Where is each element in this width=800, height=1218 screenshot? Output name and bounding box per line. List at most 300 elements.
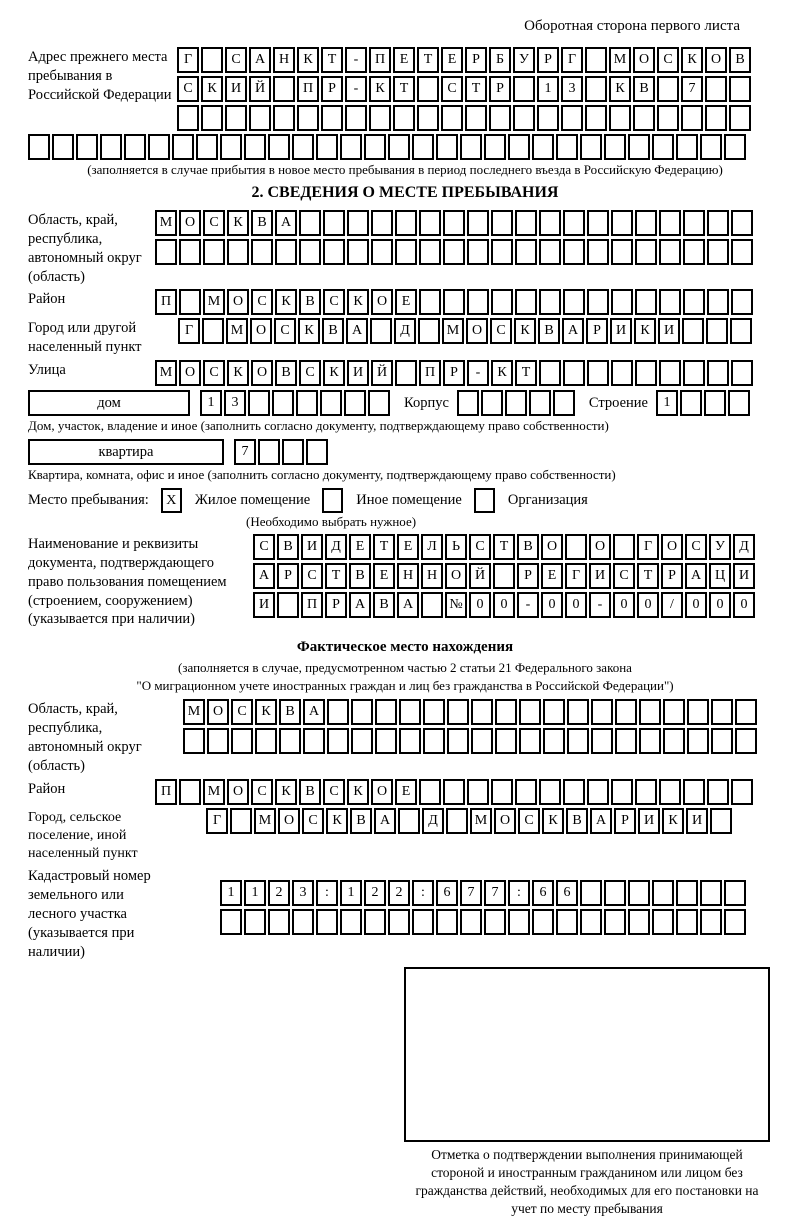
char-cell[interactable]: Е	[441, 47, 463, 73]
char-cell[interactable]: О	[466, 318, 488, 344]
char-cell[interactable]: М	[254, 808, 276, 834]
char-cell[interactable]	[201, 105, 223, 131]
char-cell[interactable]: 7	[234, 439, 256, 465]
char-cell[interactable]	[505, 390, 527, 416]
char-cell[interactable]: 6	[532, 880, 554, 906]
char-cell[interactable]	[148, 134, 170, 160]
char-cell[interactable]	[633, 105, 655, 131]
char-cell[interactable]	[567, 699, 589, 725]
char-cell[interactable]	[659, 360, 681, 386]
char-cell[interactable]: Т	[325, 563, 347, 589]
char-cell[interactable]: К	[275, 289, 297, 315]
char-cell[interactable]	[731, 210, 753, 236]
char-cell[interactable]	[731, 360, 753, 386]
char-cell[interactable]	[292, 134, 314, 160]
char-cell[interactable]: -	[345, 47, 367, 73]
char-cell[interactable]	[659, 239, 681, 265]
char-cell[interactable]	[493, 563, 515, 589]
char-cell[interactable]: О	[494, 808, 516, 834]
char-cell[interactable]	[220, 909, 242, 935]
char-cell[interactable]: Е	[395, 779, 417, 805]
char-cell[interactable]	[183, 728, 205, 754]
char-cell[interactable]	[683, 779, 705, 805]
char-cell[interactable]: :	[316, 880, 338, 906]
char-cell[interactable]: П	[155, 779, 177, 805]
char-cell[interactable]	[255, 728, 277, 754]
char-cell[interactable]: 3	[292, 880, 314, 906]
char-cell[interactable]: С	[177, 76, 199, 102]
char-cell[interactable]: В	[729, 47, 751, 73]
char-cell[interactable]: 3	[224, 390, 246, 416]
char-cell[interactable]	[299, 210, 321, 236]
char-cell[interactable]: Р	[517, 563, 539, 589]
char-cell[interactable]	[272, 390, 294, 416]
char-cell[interactable]: А	[349, 592, 371, 618]
char-cell[interactable]	[398, 808, 420, 834]
char-cell[interactable]	[495, 699, 517, 725]
char-cell[interactable]: 2	[388, 880, 410, 906]
char-cell[interactable]	[731, 779, 753, 805]
char-cell[interactable]: С	[657, 47, 679, 73]
char-cell[interactable]	[441, 105, 463, 131]
char-cell[interactable]: М	[183, 699, 205, 725]
char-cell[interactable]: М	[155, 360, 177, 386]
char-cell[interactable]	[515, 779, 537, 805]
char-cell[interactable]	[635, 239, 657, 265]
char-cell[interactable]	[707, 239, 729, 265]
char-cell[interactable]: Р	[443, 360, 465, 386]
char-cell[interactable]: С	[299, 360, 321, 386]
char-cell[interactable]	[587, 360, 609, 386]
char-cell[interactable]: 1	[220, 880, 242, 906]
char-cell[interactable]: К	[681, 47, 703, 73]
char-cell[interactable]: 0	[685, 592, 707, 618]
char-cell[interactable]	[471, 699, 493, 725]
char-cell[interactable]	[484, 134, 506, 160]
char-cell[interactable]: К	[201, 76, 223, 102]
char-cell[interactable]: -	[345, 76, 367, 102]
char-cell[interactable]: К	[491, 360, 513, 386]
char-cell[interactable]: К	[297, 47, 319, 73]
char-cell[interactable]	[419, 239, 441, 265]
char-cell[interactable]	[347, 239, 369, 265]
char-cell[interactable]	[580, 134, 602, 160]
char-cell[interactable]	[513, 105, 535, 131]
char-cell[interactable]	[731, 289, 753, 315]
char-cell[interactable]: Р	[321, 76, 343, 102]
char-cell[interactable]: О	[445, 563, 467, 589]
char-cell[interactable]: :	[412, 880, 434, 906]
char-cell[interactable]: 0	[565, 592, 587, 618]
char-cell[interactable]: Г	[561, 47, 583, 73]
char-cell[interactable]	[729, 105, 751, 131]
char-cell[interactable]: С	[203, 360, 225, 386]
char-cell[interactable]	[635, 210, 657, 236]
char-cell[interactable]	[700, 909, 722, 935]
char-cell[interactable]	[467, 779, 489, 805]
char-cell[interactable]	[705, 105, 727, 131]
char-cell[interactable]	[491, 779, 513, 805]
char-cell[interactable]: 0	[613, 592, 635, 618]
char-cell[interactable]	[683, 360, 705, 386]
char-cell[interactable]: Р	[325, 592, 347, 618]
char-cell[interactable]	[561, 105, 583, 131]
char-cell[interactable]: А	[253, 563, 275, 589]
char-cell[interactable]	[179, 779, 201, 805]
char-cell[interactable]	[249, 105, 271, 131]
char-cell[interactable]: /	[661, 592, 683, 618]
char-cell[interactable]	[268, 909, 290, 935]
char-cell[interactable]: А	[590, 808, 612, 834]
char-cell[interactable]: Д	[733, 534, 755, 560]
char-cell[interactable]	[711, 699, 733, 725]
char-cell[interactable]	[76, 134, 98, 160]
char-cell[interactable]: Т	[515, 360, 537, 386]
char-cell[interactable]: И	[253, 592, 275, 618]
char-cell[interactable]: А	[397, 592, 419, 618]
char-cell[interactable]	[323, 239, 345, 265]
char-cell[interactable]: О	[661, 534, 683, 560]
char-cell[interactable]: Р	[537, 47, 559, 73]
char-cell[interactable]: И	[225, 76, 247, 102]
char-cell[interactable]	[529, 390, 551, 416]
stay-option-residential-checkbox[interactable]: X	[161, 488, 182, 513]
char-cell[interactable]: А	[374, 808, 396, 834]
char-cell[interactable]	[460, 134, 482, 160]
char-cell[interactable]: 7	[484, 880, 506, 906]
char-cell[interactable]: И	[610, 318, 632, 344]
char-cell[interactable]: С	[301, 563, 323, 589]
char-cell[interactable]	[460, 909, 482, 935]
char-cell[interactable]	[587, 779, 609, 805]
char-cell[interactable]	[447, 728, 469, 754]
char-cell[interactable]	[707, 360, 729, 386]
char-cell[interactable]: К	[227, 210, 249, 236]
char-cell[interactable]	[563, 210, 585, 236]
char-cell[interactable]	[179, 239, 201, 265]
char-cell[interactable]: О	[251, 360, 273, 386]
char-cell[interactable]	[565, 534, 587, 560]
char-cell[interactable]	[687, 728, 709, 754]
char-cell[interactable]: С	[231, 699, 253, 725]
char-cell[interactable]: А	[249, 47, 271, 73]
char-cell[interactable]	[724, 909, 746, 935]
char-cell[interactable]: 3	[561, 76, 583, 102]
stay-option-organization-checkbox[interactable]	[474, 488, 495, 513]
char-cell[interactable]	[306, 439, 328, 465]
char-cell[interactable]	[659, 289, 681, 315]
char-cell[interactable]: П	[155, 289, 177, 315]
char-cell[interactable]	[659, 779, 681, 805]
char-cell[interactable]: О	[633, 47, 655, 73]
char-cell[interactable]: С	[518, 808, 540, 834]
char-cell[interactable]	[303, 728, 325, 754]
char-cell[interactable]: С	[302, 808, 324, 834]
char-cell[interactable]	[628, 134, 650, 160]
char-cell[interactable]	[347, 210, 369, 236]
char-cell[interactable]	[532, 909, 554, 935]
char-cell[interactable]	[399, 699, 421, 725]
char-cell[interactable]	[513, 76, 535, 102]
char-cell[interactable]: О	[250, 318, 272, 344]
char-cell[interactable]	[268, 134, 290, 160]
char-cell[interactable]	[351, 699, 373, 725]
char-cell[interactable]	[244, 909, 266, 935]
char-cell[interactable]	[700, 134, 722, 160]
char-cell[interactable]	[423, 699, 445, 725]
char-cell[interactable]: Й	[371, 360, 393, 386]
char-cell[interactable]: К	[275, 779, 297, 805]
char-cell[interactable]	[316, 134, 338, 160]
char-cell[interactable]: Н	[397, 563, 419, 589]
char-cell[interactable]	[683, 210, 705, 236]
char-cell[interactable]	[340, 909, 362, 935]
char-cell[interactable]	[707, 779, 729, 805]
char-cell[interactable]	[609, 105, 631, 131]
char-cell[interactable]	[370, 318, 392, 344]
char-cell[interactable]: Т	[321, 47, 343, 73]
char-cell[interactable]	[196, 134, 218, 160]
char-cell[interactable]: 6	[436, 880, 458, 906]
char-cell[interactable]: 0	[541, 592, 563, 618]
char-cell[interactable]: -	[589, 592, 611, 618]
char-cell[interactable]	[203, 239, 225, 265]
char-cell[interactable]: К	[347, 779, 369, 805]
char-cell[interactable]: М	[226, 318, 248, 344]
char-cell[interactable]: А	[562, 318, 584, 344]
char-cell[interactable]	[244, 134, 266, 160]
char-cell[interactable]: Ь	[445, 534, 467, 560]
char-cell[interactable]	[663, 699, 685, 725]
char-cell[interactable]	[316, 909, 338, 935]
char-cell[interactable]	[481, 390, 503, 416]
char-cell[interactable]	[491, 239, 513, 265]
char-cell[interactable]	[345, 105, 367, 131]
char-cell[interactable]	[639, 728, 661, 754]
char-cell[interactable]: М	[470, 808, 492, 834]
char-cell[interactable]	[652, 880, 674, 906]
char-cell[interactable]: №	[445, 592, 467, 618]
char-cell[interactable]: О	[371, 779, 393, 805]
char-cell[interactable]	[519, 728, 541, 754]
char-cell[interactable]: -	[467, 360, 489, 386]
char-cell[interactable]	[369, 105, 391, 131]
char-cell[interactable]: В	[350, 808, 372, 834]
char-cell[interactable]	[417, 105, 439, 131]
char-cell[interactable]	[277, 592, 299, 618]
char-cell[interactable]	[611, 210, 633, 236]
char-cell[interactable]	[297, 105, 319, 131]
char-cell[interactable]	[707, 289, 729, 315]
char-cell[interactable]: 1	[537, 76, 559, 102]
char-cell[interactable]	[585, 105, 607, 131]
char-cell[interactable]: К	[662, 808, 684, 834]
char-cell[interactable]	[700, 880, 722, 906]
char-cell[interactable]: Д	[422, 808, 444, 834]
char-cell[interactable]	[395, 210, 417, 236]
char-cell[interactable]	[539, 360, 561, 386]
char-cell[interactable]	[371, 239, 393, 265]
char-cell[interactable]	[657, 105, 679, 131]
char-cell[interactable]: К	[634, 318, 656, 344]
char-cell[interactable]	[484, 909, 506, 935]
char-cell[interactable]	[563, 360, 585, 386]
char-cell[interactable]	[395, 360, 417, 386]
char-cell[interactable]	[275, 239, 297, 265]
char-cell[interactable]: 1	[340, 880, 362, 906]
char-cell[interactable]	[681, 105, 703, 131]
char-cell[interactable]	[364, 134, 386, 160]
char-cell[interactable]	[515, 210, 537, 236]
char-cell[interactable]: 0	[709, 592, 731, 618]
char-cell[interactable]: С	[251, 289, 273, 315]
char-cell[interactable]	[443, 289, 465, 315]
char-cell[interactable]	[628, 880, 650, 906]
char-cell[interactable]: С	[225, 47, 247, 73]
char-cell[interactable]	[567, 728, 589, 754]
char-cell[interactable]	[563, 239, 585, 265]
char-cell[interactable]: М	[203, 779, 225, 805]
char-cell[interactable]: С	[490, 318, 512, 344]
char-cell[interactable]	[735, 728, 757, 754]
char-cell[interactable]	[687, 699, 709, 725]
char-cell[interactable]	[491, 289, 513, 315]
char-cell[interactable]	[532, 134, 554, 160]
stay-option-other-checkbox[interactable]	[322, 488, 343, 513]
char-cell[interactable]: К	[609, 76, 631, 102]
char-cell[interactable]	[388, 909, 410, 935]
char-cell[interactable]: В	[566, 808, 588, 834]
char-cell[interactable]	[368, 390, 390, 416]
char-cell[interactable]	[296, 390, 318, 416]
char-cell[interactable]	[539, 779, 561, 805]
char-cell[interactable]	[327, 699, 349, 725]
char-cell[interactable]	[344, 390, 366, 416]
char-cell[interactable]	[515, 289, 537, 315]
char-cell[interactable]: Л	[421, 534, 443, 560]
char-cell[interactable]: В	[633, 76, 655, 102]
char-cell[interactable]	[412, 134, 434, 160]
char-cell[interactable]: В	[275, 360, 297, 386]
char-cell[interactable]: В	[322, 318, 344, 344]
char-cell[interactable]	[279, 728, 301, 754]
char-cell[interactable]: Р	[489, 76, 511, 102]
char-cell[interactable]	[705, 76, 727, 102]
char-cell[interactable]: О	[705, 47, 727, 73]
char-cell[interactable]	[611, 239, 633, 265]
char-cell[interactable]: 2	[364, 880, 386, 906]
char-cell[interactable]	[508, 134, 530, 160]
char-cell[interactable]	[652, 134, 674, 160]
char-cell[interactable]: Т	[637, 563, 659, 589]
char-cell[interactable]	[375, 728, 397, 754]
char-cell[interactable]	[225, 105, 247, 131]
char-cell[interactable]	[663, 728, 685, 754]
char-cell[interactable]: П	[301, 592, 323, 618]
char-cell[interactable]	[587, 239, 609, 265]
char-cell[interactable]	[635, 779, 657, 805]
char-cell[interactable]	[227, 239, 249, 265]
char-cell[interactable]	[436, 909, 458, 935]
char-cell[interactable]	[52, 134, 74, 160]
char-cell[interactable]	[680, 390, 702, 416]
char-cell[interactable]	[704, 390, 726, 416]
char-cell[interactable]: 0	[493, 592, 515, 618]
char-cell[interactable]: В	[373, 592, 395, 618]
char-cell[interactable]: В	[538, 318, 560, 344]
char-cell[interactable]: М	[442, 318, 464, 344]
char-cell[interactable]	[580, 880, 602, 906]
char-cell[interactable]	[543, 728, 565, 754]
char-cell[interactable]: С	[323, 779, 345, 805]
char-cell[interactable]: С	[253, 534, 275, 560]
char-cell[interactable]	[735, 699, 757, 725]
char-cell[interactable]	[587, 289, 609, 315]
char-cell[interactable]	[419, 289, 441, 315]
char-cell[interactable]	[683, 289, 705, 315]
char-cell[interactable]	[711, 728, 733, 754]
char-cell[interactable]: С	[613, 563, 635, 589]
char-cell[interactable]: :	[508, 880, 530, 906]
char-cell[interactable]: Р	[586, 318, 608, 344]
char-cell[interactable]: Т	[417, 47, 439, 73]
char-cell[interactable]	[537, 105, 559, 131]
char-cell[interactable]: О	[371, 289, 393, 315]
char-cell[interactable]: К	[514, 318, 536, 344]
char-cell[interactable]	[399, 728, 421, 754]
char-cell[interactable]	[28, 134, 50, 160]
char-cell[interactable]: Г	[206, 808, 228, 834]
char-cell[interactable]	[457, 390, 479, 416]
char-cell[interactable]	[172, 134, 194, 160]
char-cell[interactable]	[220, 134, 242, 160]
char-cell[interactable]	[421, 592, 443, 618]
char-cell[interactable]	[563, 289, 585, 315]
char-cell[interactable]	[423, 728, 445, 754]
char-cell[interactable]: В	[299, 289, 321, 315]
char-cell[interactable]	[251, 239, 273, 265]
char-cell[interactable]	[580, 909, 602, 935]
char-cell[interactable]: В	[279, 699, 301, 725]
char-cell[interactable]: Е	[349, 534, 371, 560]
char-cell[interactable]	[615, 699, 637, 725]
char-cell[interactable]	[724, 134, 746, 160]
char-cell[interactable]: И	[589, 563, 611, 589]
char-cell[interactable]: Т	[373, 534, 395, 560]
char-cell[interactable]	[539, 239, 561, 265]
char-cell[interactable]	[443, 779, 465, 805]
char-cell[interactable]	[100, 134, 122, 160]
char-cell[interactable]: С	[323, 289, 345, 315]
char-cell[interactable]	[495, 728, 517, 754]
char-cell[interactable]	[340, 134, 362, 160]
char-cell[interactable]	[207, 728, 229, 754]
char-cell[interactable]: А	[275, 210, 297, 236]
char-cell[interactable]	[201, 47, 223, 73]
char-cell[interactable]	[543, 699, 565, 725]
char-cell[interactable]	[676, 134, 698, 160]
char-cell[interactable]	[489, 105, 511, 131]
char-cell[interactable]	[587, 210, 609, 236]
char-cell[interactable]	[371, 210, 393, 236]
char-cell[interactable]	[628, 909, 650, 935]
char-cell[interactable]: Г	[178, 318, 200, 344]
char-cell[interactable]: П	[419, 360, 441, 386]
char-cell[interactable]	[202, 318, 224, 344]
char-cell[interactable]: М	[155, 210, 177, 236]
char-cell[interactable]: 2	[268, 880, 290, 906]
char-cell[interactable]: 7	[681, 76, 703, 102]
